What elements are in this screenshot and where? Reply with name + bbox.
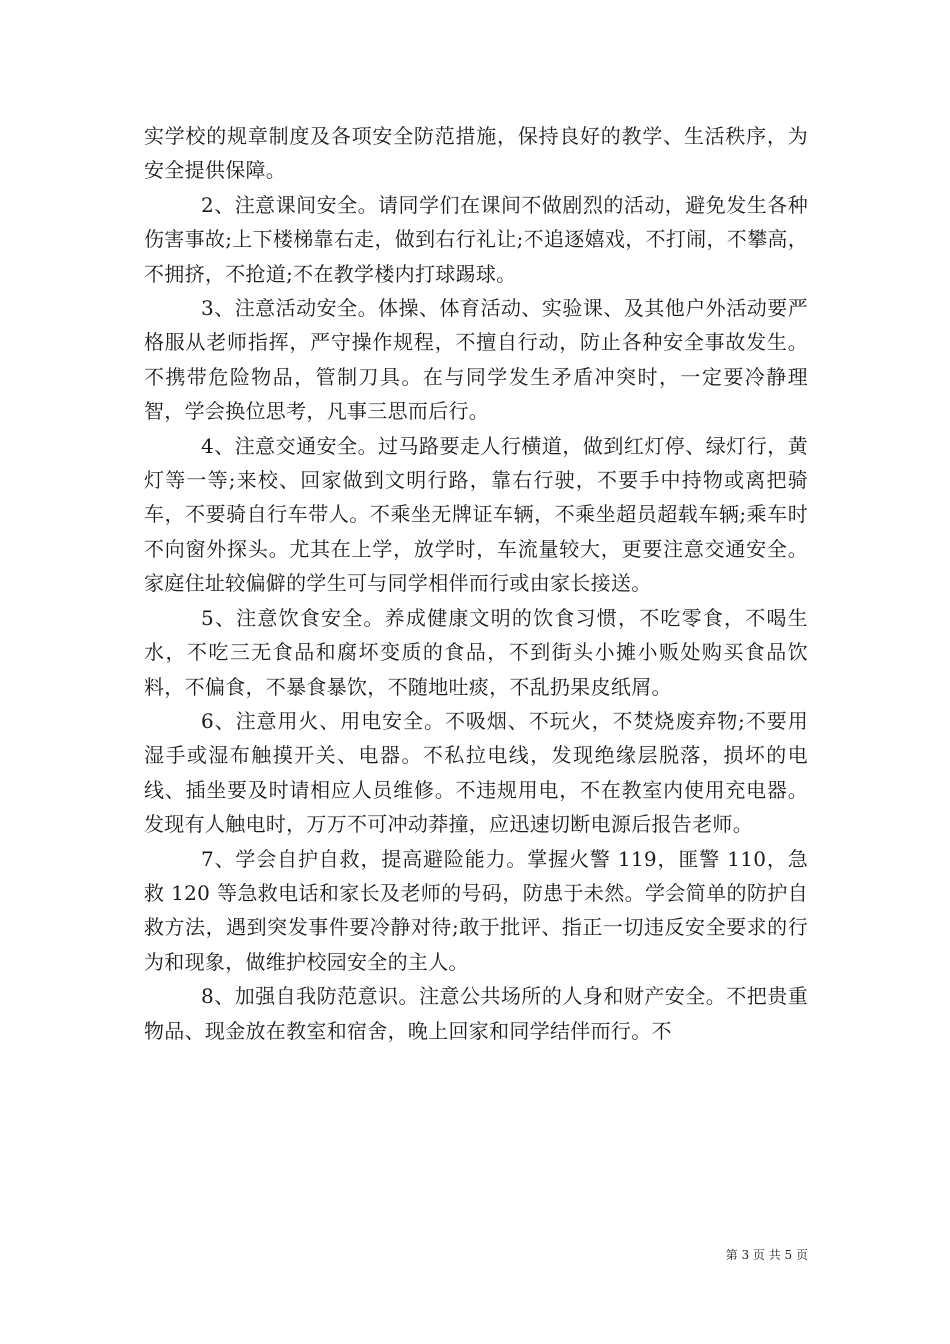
paragraph-item-2: 2、注意课间安全。请同学们在课间不做剧烈的活动，避免发生各种伤害事故;上下楼梯靠右走，做到右行礼让;不追逐嬉戏，不打闹，不攀高，不拥挤，不抢道;不在教学楼内打球踢球。 xyxy=(144,192,808,286)
paragraph-continuation: 实学校的规章制度及各项安全防范措施，保持良好的教学、生活秩序，为安全提供保障。 xyxy=(144,124,808,183)
paragraph-item-8: 8、加强自我防范意识。注意公共场所的人身和财产安全。不把贵重物品、现金放在教室和宿舍，晚上回家和同学结伴而行。不 xyxy=(144,984,808,1043)
paragraph-item-4: 4、注意交通安全。过马路要走人行横道，做到红灯停、绿灯行，黄灯等一等;来校、回家做到文明行路，靠右行驶，不要手中持物或离把骑车，不要骑自行车带人。不乘坐无牌证车辆，不乘坐超员超载车辆;乘车时不向窗外探头。尤其在上学，放学时，车流量较大，更要注意交通安全。家庭住址较偏僻的学生可与同学相伴而行或由家长接送。 xyxy=(144,433,808,596)
paragraph-item-7: 7、学会自护自救，提高避险能力。掌握火警 119，匪警 110，急救 120 等急救电话和家长及老师的号码，防患于未然。学会简单的防护自救方法，遇到突发事件要冷静对待;敢于批评、指正一切违反安全要求的行为和现象，做维护校园安全的主人。 xyxy=(144,846,808,974)
paragraph-item-3: 3、注意活动安全。体操、体育活动、实验课、及其他户外活动要严格服从老师指挥，严守操作规程，不擅自行动，防止各种安全事故发生。不携带危险物品，管制刀具。在与同学发生矛盾冲突时，一定要冷静理智，学会换位思考，凡事三思而后行。 xyxy=(144,296,808,424)
page-number-footer: 第 3 页 共 5 页 xyxy=(725,1248,808,1262)
paragraph-item-6: 6、注意用火、用电安全。不吸烟、不玩火，不焚烧废弃物;不要用湿手或湿布触摸开关、电器。不私拉电线，发现绝缘层脱落，损坏的电线、插坐要及时请相应人员维修。不违规用电，不在教室内使用充电器。发现有人触电时，万万不可冲动莽撞，应迅速切断电源后报告老师。 xyxy=(144,708,808,837)
document-body xyxy=(144,119,808,1048)
paragraph-item-5: 5、注意饮食安全。养成健康文明的饮食习惯，不吃零食，不喝生水，不吃三无食品和腐坏变质的食品，不到街头小摊小贩处购买食品饮料，不偏食，不暴食暴饮，不随地吐痰，不乱扔果皮纸屑。 xyxy=(144,605,808,699)
